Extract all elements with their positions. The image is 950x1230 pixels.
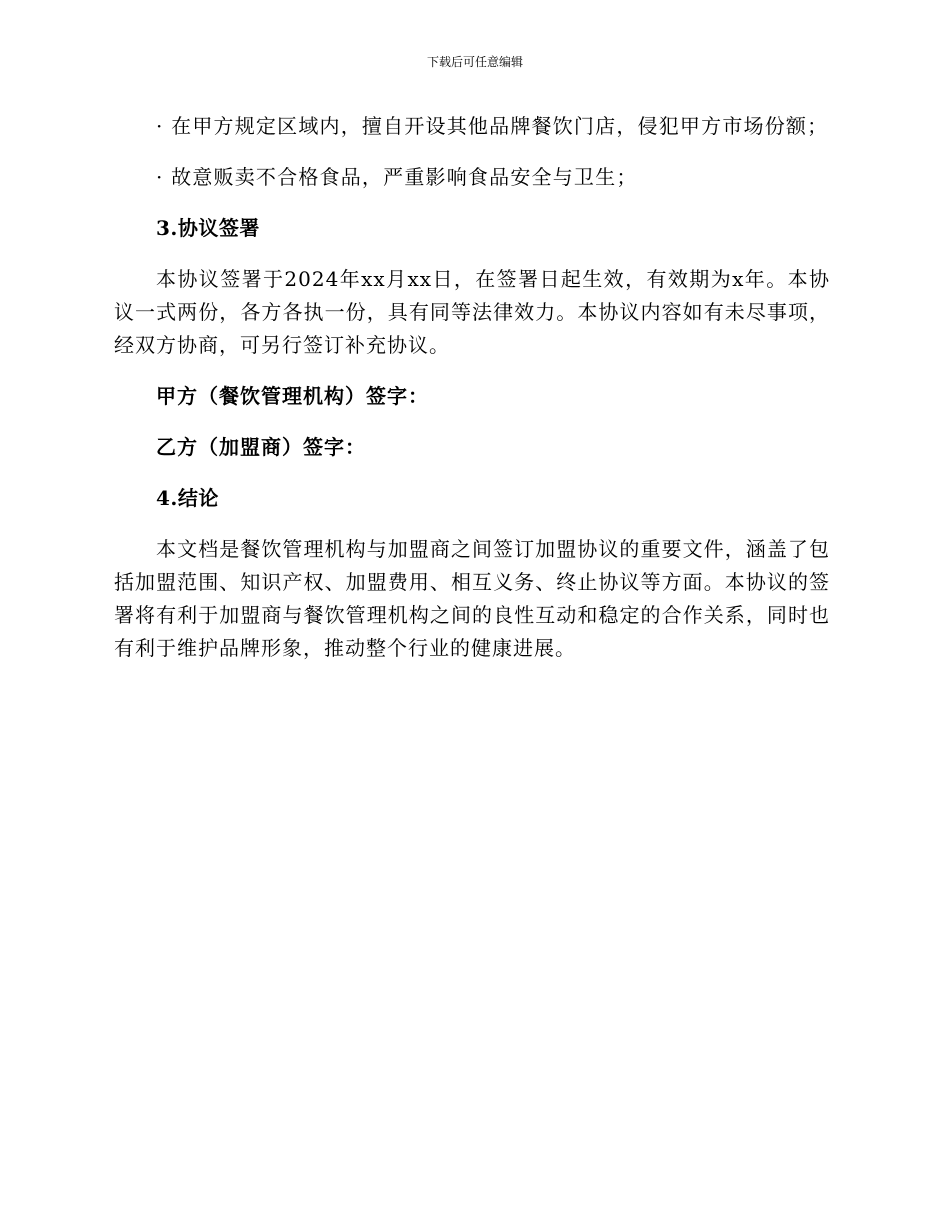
- spacer: [114, 362, 830, 380]
- spacer: [114, 515, 830, 533]
- spacer: [114, 464, 830, 482]
- section-heading-conclusion: 4.结论: [156, 486, 219, 510]
- spacer: [114, 194, 830, 212]
- page-header: 下载后可任意编辑: [426, 55, 523, 69]
- party-b-signature-line: 乙方（加盟商）签字：: [156, 435, 366, 459]
- document-body: [114, 110, 830, 665]
- spacer: [114, 413, 830, 431]
- section-heading-signing: 3.协议签署: [156, 216, 260, 240]
- paragraph-signing: 本协议签署于2024年xx月xx日，在签署日起生效，有效期为x年。本协议一式两份，各方各执一份，具有同等法律效力。本协议内容如有未尽事项，经双方协商，可另行签订补充协议。: [114, 267, 830, 357]
- party-a-signature-line: 甲方（餐饮管理机构）签字：: [156, 384, 429, 408]
- paragraph-conclusion: 本文档是餐饮管理机构与加盟商之间签订加盟协议的重要文件，涵盖了包括加盟范围、知识产权、加盟费用、相互义务、终止协议等方面。本协议的签署将有利于加盟商与餐饮管理机构之间的良性互动和稳定的合作关系，同时也有利于维护品牌形象，推动整个行业的健康进展。: [114, 537, 830, 660]
- spacer: [114, 143, 830, 161]
- spacer: [114, 245, 830, 263]
- bullet-item-market-share: · 在甲方规定区域内，擅自开设其他品牌餐饮门店，侵犯甲方市场份额；: [156, 114, 829, 138]
- bullet-item-food-safety: · 故意贩卖不合格食品，严重影响食品安全与卫生；: [156, 165, 638, 189]
